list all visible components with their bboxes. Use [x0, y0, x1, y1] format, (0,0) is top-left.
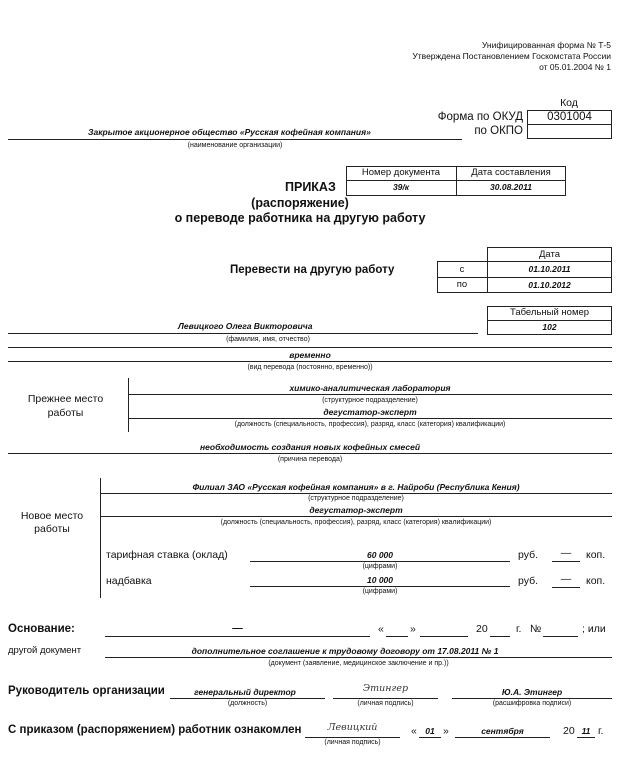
ack-year-prefix: 20	[563, 725, 575, 737]
organization-name: Закрытое акционерное общество «Русская кофейная компания»	[88, 127, 371, 137]
new-unit-caption: (структурное подразделение)	[308, 495, 404, 502]
ack-label: С приказом (распоряжением) работник ознакомлен	[8, 724, 302, 736]
transfer-from-label: с	[459, 264, 465, 275]
basis-year-prefix: 20	[476, 623, 488, 635]
transfer-table-divider	[437, 277, 612, 278]
doc-date-value: 30.08.2011	[490, 182, 532, 192]
employee-name-line	[8, 333, 478, 334]
order-heading: о переводе работника на другую работу	[174, 211, 426, 225]
transfer-label: Перевести на другую работу	[230, 264, 395, 276]
rate-kop: коп.	[586, 549, 606, 561]
basis-month-line	[420, 636, 468, 637]
approval-line: Утверждена Постановлением Госкомстата России	[412, 51, 611, 61]
employee-name-caption: (фамилия, имя, отчество)	[226, 336, 310, 343]
bonus-kop-line	[552, 587, 580, 588]
okud-value: 0301004	[547, 111, 592, 123]
bonus-kop-value: —	[560, 573, 572, 585]
rate-kop-line	[552, 561, 580, 562]
tab-number-divider	[487, 320, 612, 321]
basis-label: Основание:	[8, 623, 75, 635]
employee-extra-line	[8, 347, 612, 348]
approval-date-line: от 05.01.2004 № 1	[539, 62, 611, 72]
doc-number-header: Номер документа	[361, 167, 441, 178]
basis-line	[105, 636, 370, 637]
rate-value: 60 000	[367, 550, 393, 560]
ack-year: 11	[581, 726, 591, 736]
bonus-line	[250, 586, 510, 587]
basis-number-line	[543, 636, 578, 637]
employee-name: Левицкого Олега Викторовича	[178, 321, 313, 331]
transfer-type-caption: (вид перевода (постоянно, временно))	[247, 364, 373, 371]
order-subtitle: (распоряжение)	[251, 196, 349, 210]
bonus-digits-caption: (цифрами)	[362, 588, 398, 595]
previous-unit-caption: (структурное подразделение)	[322, 397, 418, 404]
basis-or: ; или	[582, 623, 606, 635]
basis-value: —	[232, 622, 243, 634]
new-unit-line	[100, 493, 612, 494]
head-signature: Этингер	[362, 683, 409, 694]
transfer-table-right	[611, 247, 612, 261]
previous-unit-line	[128, 394, 612, 395]
previous-label-2: работы	[47, 407, 84, 419]
new-place-label-2: работы	[34, 523, 70, 535]
bonus-label: надбавка	[106, 575, 152, 587]
head-position-caption: (должность)	[227, 700, 268, 707]
ack-year-line	[577, 737, 595, 738]
previous-position: дегустатор-эксперт	[323, 407, 417, 417]
basis-quote-close: »	[410, 623, 416, 635]
previous-label-1: Прежнее место	[27, 393, 104, 405]
previous-position-line	[128, 418, 612, 419]
transfer-to-date: 01.10.2012	[528, 280, 571, 290]
new-place-label-1: Новое место	[20, 510, 84, 522]
order-title: ПРИКАЗ	[285, 180, 336, 194]
previous-unit: химико-аналитическая лаборатория	[289, 383, 451, 393]
head-label: Руководитель организации	[8, 685, 165, 697]
basis-quote-open: «	[378, 623, 384, 635]
transfer-table-top	[487, 247, 612, 248]
head-position: генеральный директор	[194, 687, 296, 697]
organization-line	[8, 139, 462, 140]
new-unit: Филиал ЗАО «Русская кофейная компания» в г. Найроби (Республика Кения)	[192, 482, 520, 492]
bonus-kop: коп.	[586, 575, 606, 587]
transfer-date-header: Дата	[538, 249, 561, 260]
reason-line	[8, 453, 612, 454]
form-number-line: Унифицированная форма № Т-5	[481, 40, 611, 50]
previous-position-caption: (должность (специальность, профессия), разряд, класс (категория) квалификации)	[234, 421, 506, 428]
kod-header: Код	[560, 97, 578, 109]
other-doc-label: другой документ	[8, 645, 82, 656]
ack-signature: Левицкий	[327, 722, 378, 733]
transfer-to-label: по	[456, 279, 468, 290]
transfer-type: временно	[289, 350, 331, 360]
reason-caption: (причина перевода)	[277, 456, 343, 463]
rate-digits-caption: (цифрами)	[362, 563, 398, 570]
okud-label: Форма по ОКУД	[437, 111, 523, 123]
head-name-line	[452, 698, 612, 699]
head-name-caption: (расшифровка подписи)	[492, 700, 572, 707]
new-position-caption: (должность (специальность, профессия), разряд, класс (категория) квалификации)	[220, 519, 492, 526]
other-doc-caption: (документ (заявление, медицинское заключение и пр.))	[268, 660, 449, 667]
tab-number-value: 102	[542, 322, 557, 332]
organization-caption: (наименование организации)	[187, 142, 283, 149]
new-position-line	[100, 516, 612, 517]
ack-signature-caption: (личная подпись)	[324, 739, 381, 746]
basis-g: г.	[516, 623, 522, 635]
doc-date-header: Дата составления	[471, 167, 551, 178]
head-signature-caption: (личная подпись)	[357, 700, 414, 707]
ack-g: г.	[598, 725, 604, 737]
bonus-value: 10 000	[367, 575, 393, 585]
ack-day: 01	[425, 726, 435, 736]
okpo-label: по ОКПО	[474, 125, 523, 137]
rate-rub: руб.	[518, 549, 539, 561]
transfer-type-line	[8, 361, 612, 362]
other-doc-value: дополнительное соглашение к трудовому договору от 17.08.2011 № 1	[191, 646, 499, 656]
head-position-line	[170, 698, 325, 699]
basis-day-line	[386, 636, 408, 637]
ack-signature-line	[305, 737, 400, 738]
ack-quote-close: »	[443, 725, 449, 737]
ack-month: сентября	[481, 726, 524, 736]
bonus-rub: руб.	[518, 575, 539, 587]
transfer-reason: необходимость создания новых кофейных смесей	[199, 442, 421, 452]
basis-year-line	[490, 636, 510, 637]
transfer-from-date: 01.10.2011	[528, 264, 571, 274]
rate-kop-value: —	[560, 547, 572, 559]
tab-number-header: Табельный номер	[509, 307, 590, 318]
rate-line	[250, 561, 510, 562]
head-signature-line	[333, 698, 438, 699]
ack-quote-open: «	[411, 725, 417, 737]
other-doc-line	[105, 657, 612, 658]
new-position: дегустатор-эксперт	[309, 505, 403, 515]
codes-divider	[527, 124, 612, 125]
ack-month-line	[455, 737, 550, 738]
ack-day-line	[419, 737, 441, 738]
basis-no: №	[530, 623, 542, 635]
rate-label: тарифная ставка (оклад)	[106, 549, 228, 561]
doc-number-value: 39/к	[392, 182, 410, 192]
head-name: Ю.А. Этингер	[501, 687, 563, 697]
